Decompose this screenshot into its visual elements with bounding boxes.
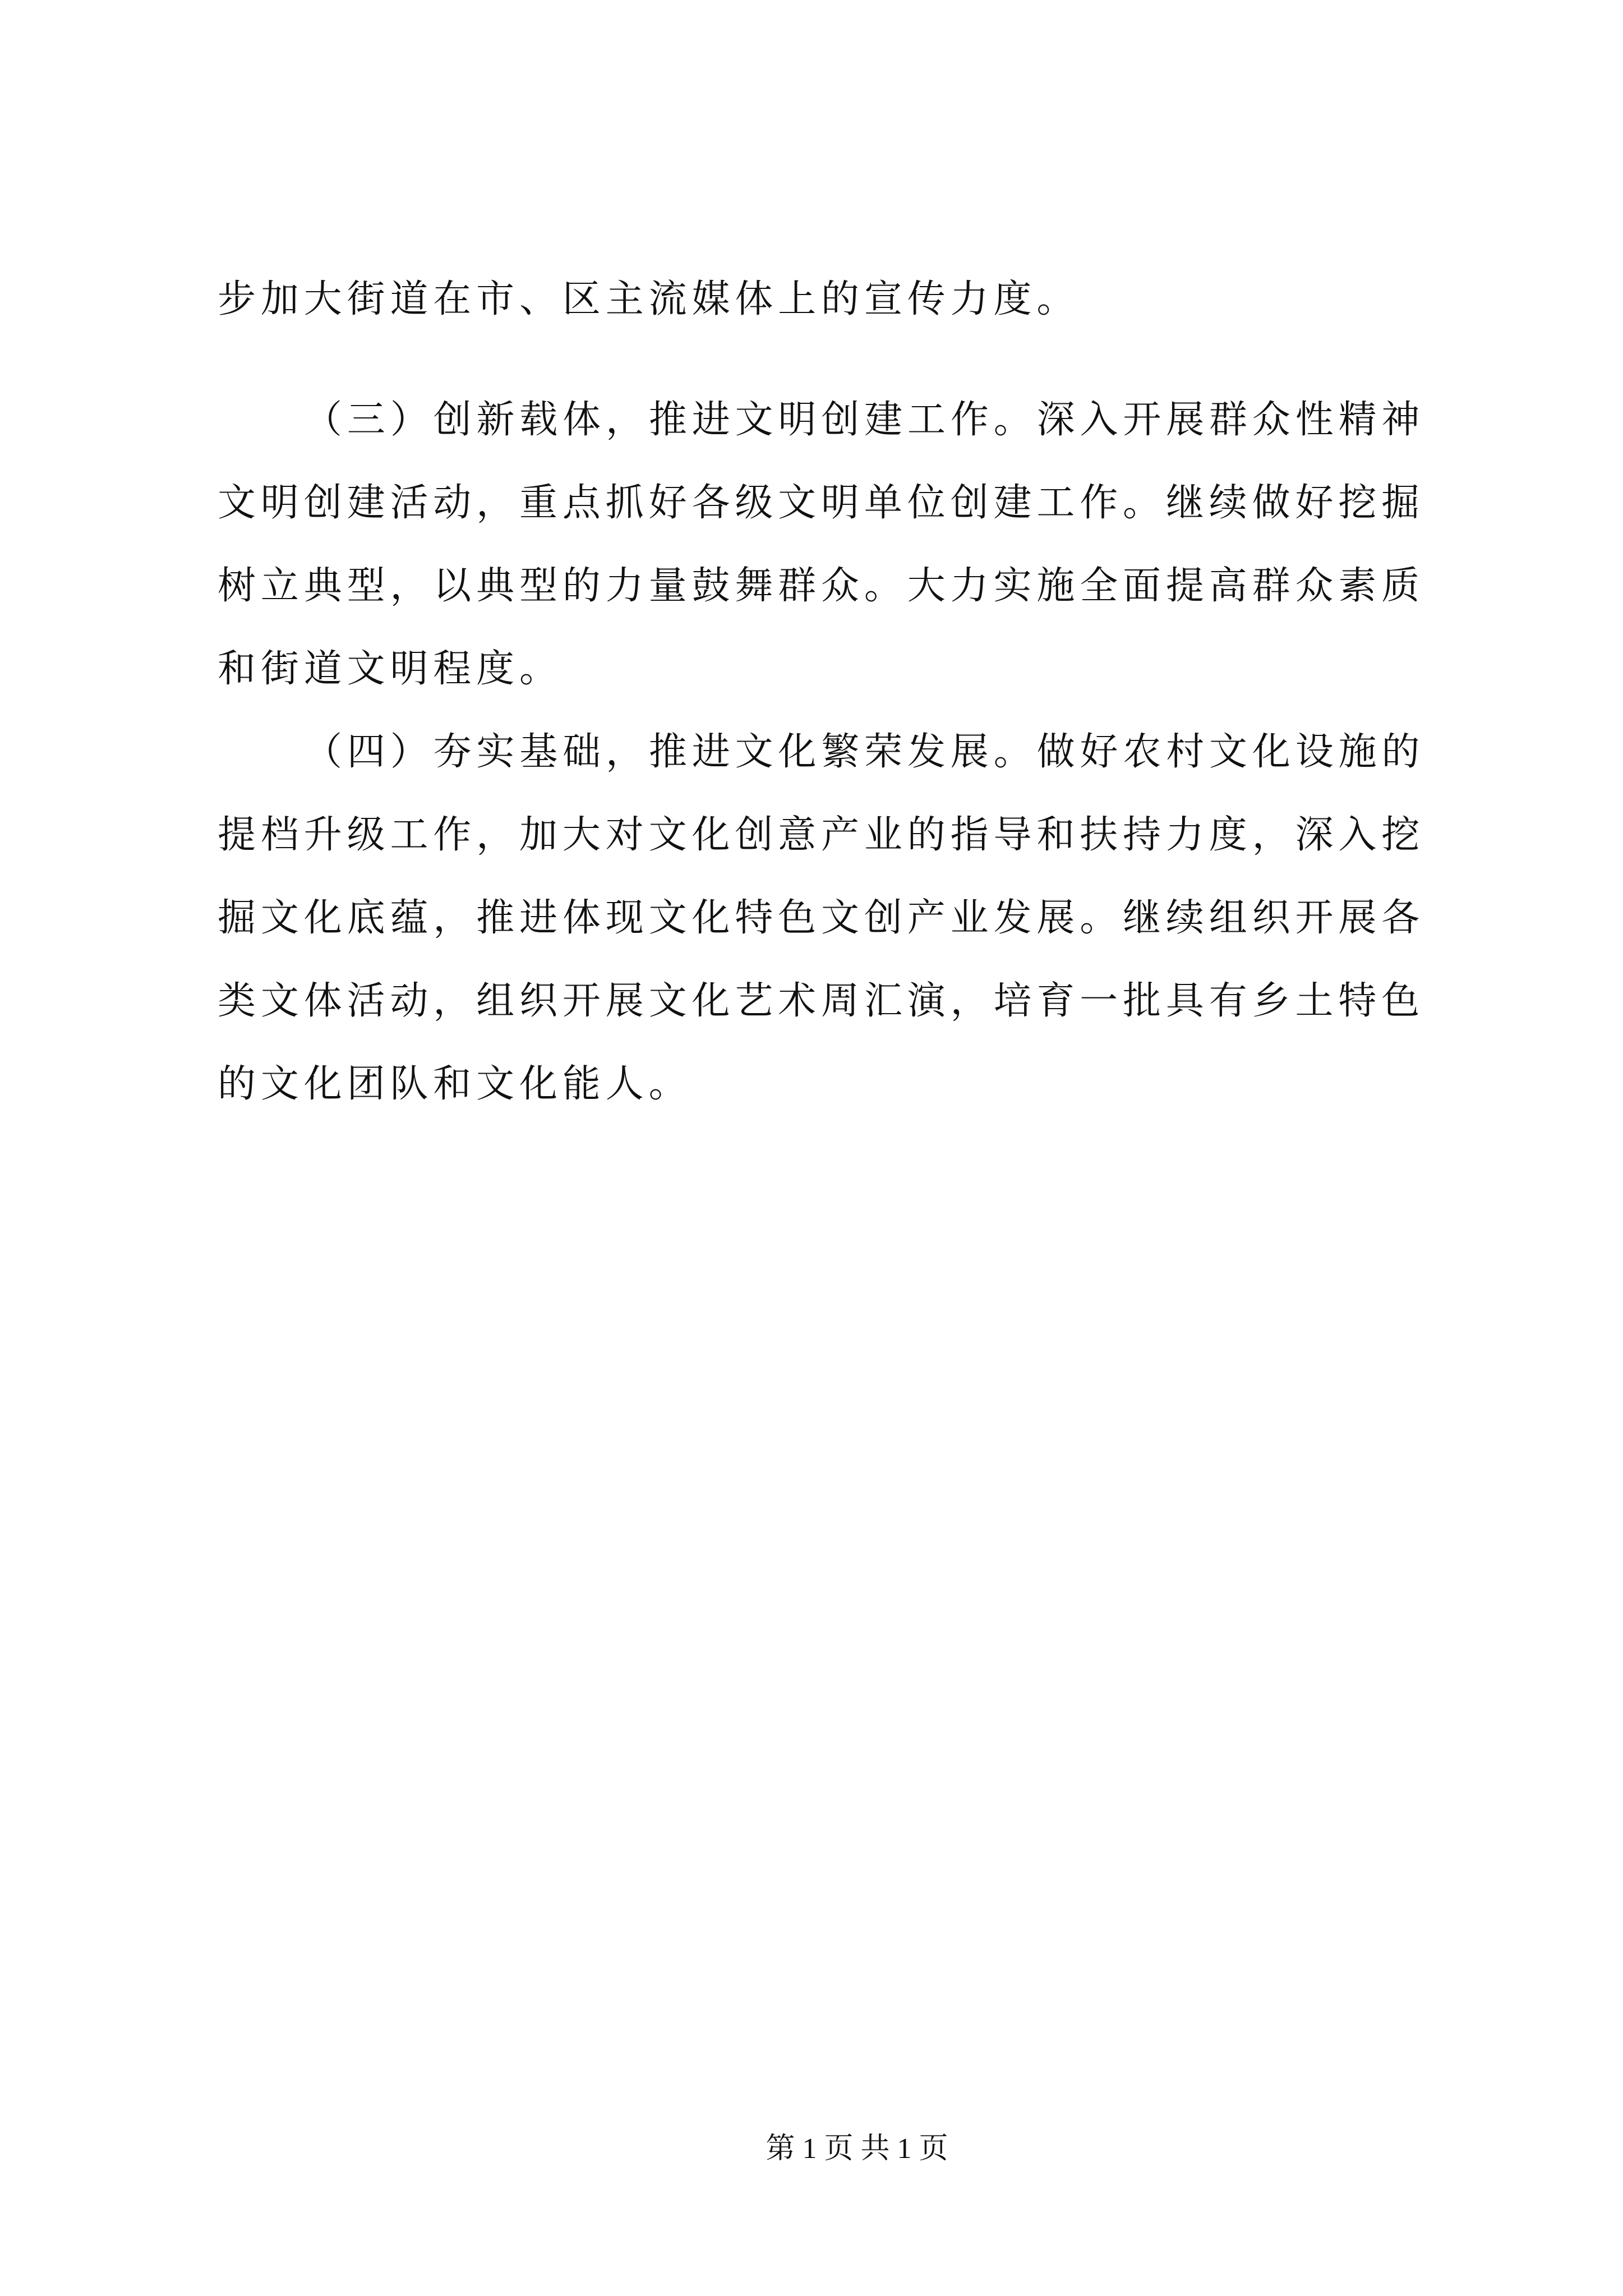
paragraph-line: 提档升级工作，加大对文化创意产业的指导和扶持力度，深入挖 [218,813,1425,856]
paragraph-line: 步加大街道在市、区主流媒体上的宣传力度。 [218,278,1080,320]
paragraph-section-four [218,710,1424,1125]
paragraph-line: 文明创建活动，重点抓好各级文明单位创建工作。继续做好挖掘 [218,481,1425,524]
paragraph-continuation [218,257,1424,341]
paragraph-line: （三）创新载体，推进文明创建工作。深入开展群众性精神 [304,398,1425,441]
paragraph-line: （四）夯实基础，推进文化繁荣发展。做好农村文化设施的 [304,730,1425,773]
paragraph-line: 树立典型，以典型的力量鼓舞群众。大力实施全面提高群众素质 [218,564,1425,607]
paragraph-line: 掘文化底蕴，推进体现文化特色文创产业发展。继续组织开展各 [218,896,1425,939]
page-footer: 第 1 页 共 1 页 [766,2133,948,2165]
paragraph-line: 类文体活动，组织开展文化艺术周汇演，培育一批具有乡土特色 [218,979,1425,1022]
paragraph-section-three [218,378,1424,710]
paragraph-line: 的文化团队和文化能人。 [218,1062,692,1105]
paragraph-line: 和街道文明程度。 [218,647,562,690]
document-body [218,257,1424,1125]
